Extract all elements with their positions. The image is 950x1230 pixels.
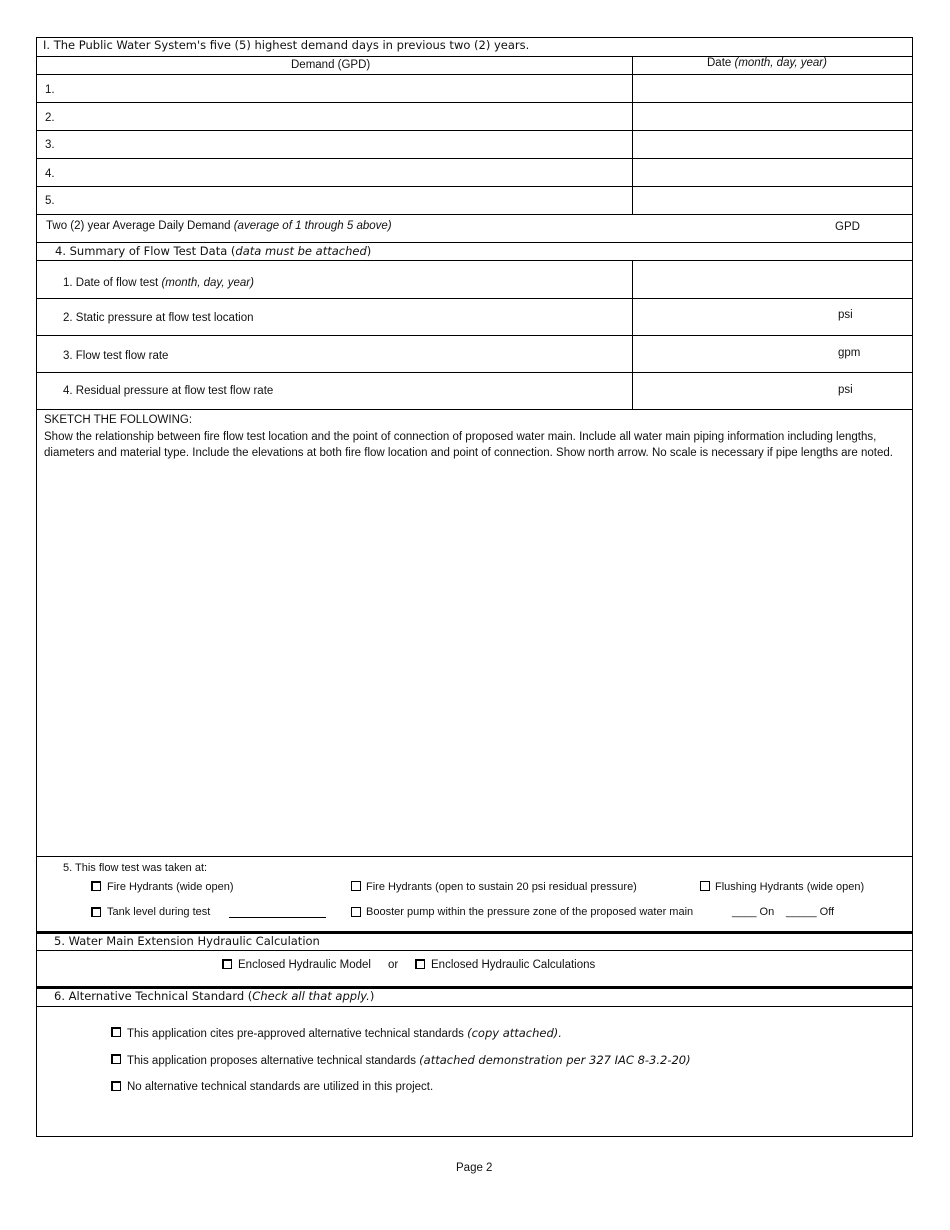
demand-row-1-date-field[interactable] <box>633 75 912 102</box>
alt-proposes-checkbox[interactable] <box>111 1054 121 1064</box>
demand-row-4-value-field[interactable] <box>37 159 631 186</box>
fire-hydrants-20psi-label: Fire Hydrants (open to sustain 20 psi residual pressure) <box>366 881 637 893</box>
static-pressure-label: 2. Static pressure at flow test location <box>63 312 254 324</box>
booster-pump-checkbox[interactable] <box>351 907 361 917</box>
demand-row-5-date-field[interactable] <box>633 187 912 214</box>
demand-row-3-date-field[interactable] <box>633 131 912 158</box>
hydraulic-title: 5. Water Main Extension Hydraulic Calculation <box>54 934 320 948</box>
demand-row-5-value-field[interactable] <box>37 187 631 214</box>
demand-row-2-value-field[interactable] <box>37 103 631 130</box>
sketch-heading: SKETCH THE FOLLOWING: <box>44 414 193 426</box>
flow-rate-label: 3. Flow test flow rate <box>63 350 169 362</box>
tank-level-label: Tank level during test <box>107 906 211 918</box>
demand-row-2: 2. <box>45 112 55 124</box>
flow-location-label: 5. This flow test was taken at: <box>63 862 208 874</box>
flow-rate-unit: gpm <box>838 347 861 359</box>
fire-hydrants-open-label: Fire Hydrants (wide open) <box>107 881 234 893</box>
average-demand-label: Two (2) year Average Daily Demand (average of 1 through 5 above) <box>46 220 392 232</box>
tank-level-field[interactable] <box>229 917 326 918</box>
fire-hydrants-open-checkbox[interactable] <box>91 881 101 891</box>
flushing-hydrants-label: Flushing Hydrants (wide open) <box>715 881 865 893</box>
tank-level-checkbox[interactable] <box>91 907 101 917</box>
flushing-hydrants-checkbox[interactable] <box>700 881 710 891</box>
demand-row-3: 3. <box>45 139 55 151</box>
residual-pressure-label: 4. Residual pressure at flow test flow rate <box>63 385 274 397</box>
demand-column-header: Demand (GPD) <box>291 59 371 71</box>
hydraulic-calculations-label: Enclosed Hydraulic Calculations <box>431 959 596 971</box>
flow-test-date-field[interactable] <box>633 261 912 297</box>
fire-hydrants-20psi-checkbox[interactable] <box>351 881 361 891</box>
static-pressure-unit: psi <box>838 309 853 321</box>
residual-pressure-unit: psi <box>838 384 853 396</box>
demand-row-2-date-field[interactable] <box>633 103 912 130</box>
flow-test-title: 4. Summary of Flow Test Data (data must be attached) <box>55 244 372 258</box>
demand-row-5: 5. <box>45 195 55 207</box>
sketch-instructions: Show the relationship between fire flow test location and the point of connection of proposed water main. Include all water main piping information including lengths, diameters and material type. Include the elevations at both fire flow location and point of connection. Show north arrow. No scale is necessary if pipe lengths are noted. <box>44 431 893 459</box>
demand-row-1: 1. <box>45 84 55 96</box>
booster-pump-off-field[interactable]: _____ Off <box>786 906 835 918</box>
alt-preapproved-label: This application cites pre-approved alternative technical standards (copy attached). <box>127 1026 562 1040</box>
alt-preapproved-checkbox[interactable] <box>111 1027 121 1037</box>
static-pressure-field[interactable] <box>633 299 833 334</box>
alt-standard-title: 6. Alternative Technical Standard (Check all that apply.) <box>54 989 375 1003</box>
booster-pump-label: Booster pump within the pressure zone of the proposed water main <box>366 906 694 918</box>
alt-none-label: No alternative technical standards are utilized in this project. <box>127 1081 434 1093</box>
booster-pump-on-field[interactable]: ____ On <box>732 906 775 918</box>
hydraulic-calculations-checkbox[interactable] <box>415 959 425 969</box>
average-demand-field[interactable] <box>430 215 825 241</box>
alt-none-checkbox[interactable] <box>111 1081 121 1091</box>
demand-row-1-value-field[interactable] <box>37 75 631 102</box>
flow-rate-field[interactable] <box>633 336 833 371</box>
average-demand-unit: GPD <box>835 221 860 233</box>
demand-row-4: 4. <box>45 168 55 180</box>
demand-row-3-value-field[interactable] <box>37 131 631 158</box>
hydraulic-model-label: Enclosed Hydraulic Model <box>238 959 371 971</box>
demand-row-4-date-field[interactable] <box>633 159 912 186</box>
alt-proposes-label: This application proposes alternative technical standards (attached demonstration per 327 IAC 8-3.2-20) <box>127 1053 691 1067</box>
hydraulic-model-checkbox[interactable] <box>222 959 232 969</box>
sketch-area[interactable] <box>37 480 912 855</box>
date-column-header: Date (month, day, year) <box>707 57 827 69</box>
residual-pressure-field[interactable] <box>633 373 833 408</box>
demand-section-title: I. The Public Water System's five (5) highest demand days in previous two (2) years. <box>43 38 530 52</box>
flow-test-date-label: 1. Date of flow test (month, day, year) <box>63 277 254 289</box>
hydraulic-or-label: or <box>388 959 399 971</box>
page-number: Page 2 <box>456 1162 493 1174</box>
